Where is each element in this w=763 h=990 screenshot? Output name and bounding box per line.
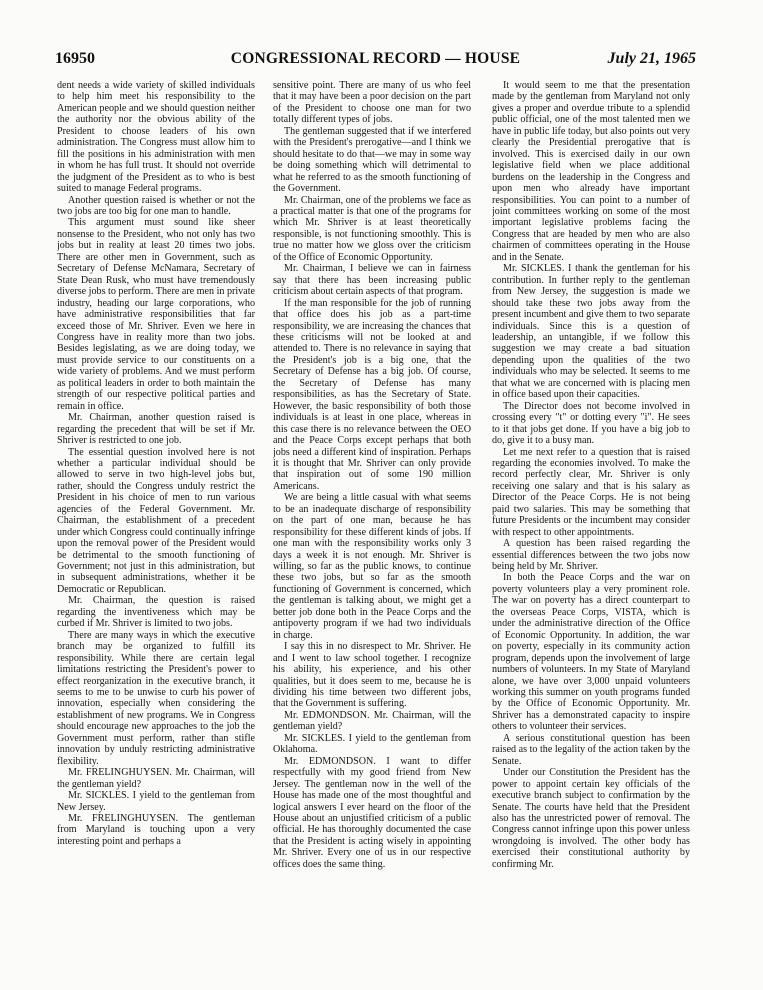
paragraph: Mr. SICKLES. I yield to the gentleman from New Jersey. [57,790,255,813]
paragraph: Mr. Chairman, another question raised is regarding the precedent that will be set if Mr. Shriver is restricted to one job. [57,412,255,447]
issue-date: July 21, 1965 [607,50,696,67]
paragraph: Under our Constitution the President has the power to appoint certain key officials of the executive branch subject to confirmation by the Senate. The courts have held that the President also has the unrestricted power of removal. The Congress cannot infringe upon this power unless wrongdoing is involved. The other body has exercised their constitutional authority by confirming Mr. [492,767,690,870]
paragraph: If the man responsible for the job of running that office does his job as a part-time responsibility, we are increasing the chances that these criticisms will not be looked at and attended to. There is no relevance in saying that the President's job is a big one, that the Secretary of Defense has a big job. Of course, the Secretary of Defense has many responsibilities, as has the Secretary of State. However, the basic responsibility of both those individuals is at least in one place, whereas in this case there is no relevance between the OEO and the Peace Corps except perhaps that both jobs need a different kind of inspiration. Perhaps it is thought that Mr. Shriver can only provide that inspiration out of some 190 million Americans. [273,297,471,492]
paragraph: Mr. SICKLES. I thank the gentleman for his contribution. In further reply to the gentleman from New Jersey, the suggestion is made we should take these two jobs away from the present incumbent and give them to two separate individuals. Since this is a question of leadership, an untangible, if we follow this suggestion we may create a bad situation depending upon the qualities of the two individuals who may be selected. It seems to me that what we are concerned with is placing men in office based upon their capacities. [492,263,690,401]
paragraph: The gentleman suggested that if we interfered with the President's prerogative—and I think we should hesitate to do that—we may in some way be doing something which will detrimental to what he referred to as the smooth functioning of the Government. [273,125,471,195]
page-number: 16950 [55,50,95,67]
paragraph: Mr. Chairman, the question is raised regarding the inventiveness which may be curbed if Mr. Shriver is limited to two jobs. [57,595,255,630]
journal-title: CONGRESSIONAL RECORD — HOUSE [230,50,521,67]
paragraph: A question has been raised regarding the essential differences between the two jobs now being held by Mr. Shriver. [492,538,690,573]
paragraph: Mr. Chairman, one of the problems we face as a practical matter is that one of the programs for which Mr. Shriver is at least theoretically responsible, is not functioning smoothly. This is true no matter how we gloss over the criticism of the Office of Economic Opportunity. [273,194,471,263]
paragraph: I say this in no disrespect to Mr. Shriver. He and I went to law school together. I recognize his ability, his experience, and his other qualities, but it does seem to me, because he is dividing his time between two different jobs, that the Government is suffering. [273,641,471,710]
paragraph: Mr. EDMONDSON. I want to differ respectfully with my good friend from New Jersey. The gentleman now in the well of the House has made one of the most thoughtful and logical answers I ever heard on the floor of the House about an unjustified criticism of a public official. He has thoroughly documented the case that the President is acting wisely in appointing Mr. Shriver. Every one of us in our respective offices does the same thing. [273,755,471,870]
paragraph: A serious constitutional question has been raised as to the legality of the action taken by the Senate. [492,732,690,767]
paragraph: It would seem to me that the presentation made by the gentleman from Maryland not only gives a proper and overdue tribute to a splendid public official, one of the most talented men we have in public life today, but also points out very clearly the Presidential prerogative that is involved. This is exercised daily in our own legislative field when we place additional burdens on the leadership in the Congress and upon men who already have important responsibilities. You can point to a number of joint committees working on some of the most important legislative problems facing the Congress that are headed by men who are also chairmen of committees operating in the House and in the Senate. [492,80,690,263]
page-header [55,50,696,70]
paragraph: We are being a little casual with what seems to be an inadequate discharge of responsibility on the part of one man, because he has responsibility for these different kinds of jobs. If one man with the responsibility works only 3 days a week it is not enough. Mr. Shriver is willing, so far as the public knows, to continue these two jobs, but so far as the smooth functioning of Government is concerned, which the gentleman is talking about, we might get a better job done both in the Peace Corps and the antipoverty program if we had two individuals in charge. [273,492,471,641]
paragraph: Mr. FRELINGHUYSEN. Mr. Chairman, will the gentleman yield? [57,767,255,790]
paragraph: Mr. SICKLES. I yield to the gentleman from Oklahoma. [273,732,471,756]
paragraph: This argument must sound like sheer nonsense to the President, who not only has two jobs but in reality at least 20 times two jobs. There are other men in Government, such as Secretary of Defense McNamara, Secretary of State Dean Rusk, who must have tremendously diverse jobs to perform. There are men in private industry, heading our large corporations, who have administrative responsibilities that far exceed those of Mr. Shriver. Even we here in Congress have in reality more than two jobs. Besides legislating, as we are doing today, we must provide service to our constituents on a wide variety of problems. And we must perform as political leaders in order to both maintain the strength of our respective political parties and remain in office. [57,217,255,412]
text-column-3 [492,80,690,975]
paragraph: There are many ways in which the executive branch may be organized to fulfill its responsibility. While there are certain legal limitations restricting the President's power to effect reorganization in the executive branch, it seems to me to be unwise to curb his power of innovation, especially when considering the establishment of new programs. We in Congress should encourage new approaches to the job the Government must perform, rather than stifle innovation by unduly restricting administrative flexibility. [57,629,255,767]
text-column-2 [273,80,471,975]
paragraph: Mr. Chairman, I believe we can in fairness say that there has been increasing public criticism about certain aspects of that program. [273,263,471,298]
paragraph: Another question raised is whether or not the two jobs are too big for one man to handle. [57,194,255,217]
text-column-1 [57,80,255,975]
paragraph: Mr. FRELINGHUYSEN. The gentleman from Maryland is touching upon a very interesting point and perhaps a [57,813,255,847]
paragraph: Let me next refer to a question that is raised regarding the economies involved. To make the record perfectly clear, Mr. Shriver is only receiving one salary and that is his salary as Director of the Peace Corps. He is not being paid two salaries. This may be something that future Presidents or the incumbent may consider with respect to other appointments. [492,446,690,538]
paragraph: sensitive point. There are many of us who feel that it may have been a poor decision on the part of the President to choose one man for two totally different types of jobs. [273,80,471,126]
paragraph: The Director does not become involved in crossing every "t" or dotting every "i". He sees to it that jobs get done. If you have a big job to do, give it to a busy man. [492,400,690,447]
paragraph: In both the Peace Corps and the war on poverty volunteers play a very prominent role. The war on poverty has a direct counterpart to the overseas Peace Corps, VISTA, which is under the administrative direction of the Office of Economic Opportunity. In addition, the war on poverty, especially in its community action program, depends upon the involvement of large numbers of volunteers. In my State of Maryland alone, we have over 3,000 unpaid volunteers working this summer on youth programs funded by the Office of Economic Opportunity. Mr. Shriver has a demonstrated capacity to inspire others to volunteer their services. [492,572,690,733]
paragraph: The essential question involved here is not whether a particular individual should be allowed to serve in two high-level jobs but, rather, should the Congress unduly restrict the President in his choice of men to run various agencies of the Federal Government. Mr. Chairman, the establishment of a precedent under which Congress could continually infringe upon the removal power of the President would be detrimental to the smooth functioning of Government; not just in this administration, but in subsequent administrations, whether it be Democratic or Republican. [57,446,255,595]
paragraph: Mr. EDMONDSON. Mr. Chairman, will the gentleman yield? [273,709,471,733]
paragraph: dent needs a wide variety of skilled individuals to help him meet his responsibility to the American people and we should question neither the authority nor the obvious ability of the President to choose leaders of his own administration. The Congress must allow him to fill the positions in his administration with men in whom he has full trust. It should not override the judgment of the President as to who is best suited to manage Federal programs. [57,80,255,195]
